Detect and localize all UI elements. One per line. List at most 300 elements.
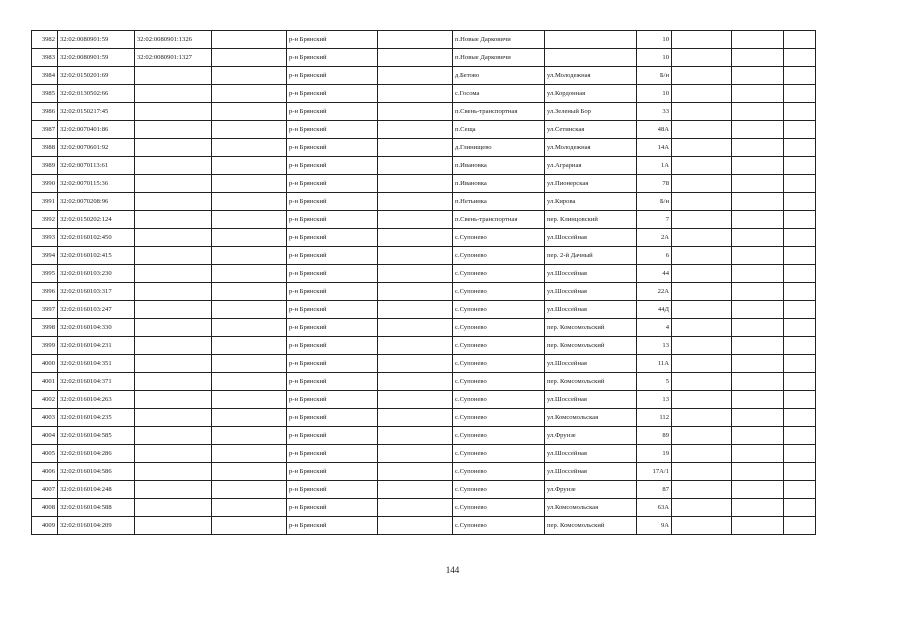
house-number-cell: 48А [637, 121, 672, 139]
locality-cell: с.Супонево [453, 463, 545, 481]
empty-cell [732, 301, 784, 319]
district-cell: р-н Брянский [287, 139, 378, 157]
empty-cell [378, 481, 453, 499]
secondary-cadastral-number-cell [135, 67, 212, 85]
empty-cell [672, 391, 732, 409]
locality-cell: с.Супонево [453, 337, 545, 355]
empty-cell [732, 517, 784, 535]
empty-cell [212, 157, 287, 175]
empty-cell [378, 247, 453, 265]
secondary-cadastral-number-cell [135, 337, 212, 355]
street-cell: ул.Молодежная [545, 139, 637, 157]
empty-cell [732, 67, 784, 85]
district-cell: р-н Брянский [287, 121, 378, 139]
district-cell: р-н Брянский [287, 265, 378, 283]
empty-cell [378, 499, 453, 517]
house-number-cell: 4 [637, 319, 672, 337]
district-cell: р-н Брянский [287, 427, 378, 445]
cadastral-number-cell: 32:02:0130502:66 [58, 85, 135, 103]
house-number-cell: 10 [637, 31, 672, 49]
secondary-cadastral-number-cell [135, 301, 212, 319]
district-cell: р-н Брянский [287, 175, 378, 193]
table-row [32, 391, 816, 409]
street-cell: ул.Фрунзе [545, 481, 637, 499]
empty-cell [378, 409, 453, 427]
registry-body [32, 31, 816, 535]
empty-cell [672, 517, 732, 535]
empty-cell [378, 391, 453, 409]
empty-cell [378, 463, 453, 481]
cadastral-number-cell: 32:02:0160104:263 [58, 391, 135, 409]
locality-cell: с.Супонево [453, 427, 545, 445]
secondary-cadastral-number-cell [135, 391, 212, 409]
secondary-cadastral-number-cell: 32:02:0080901:1327 [135, 49, 212, 67]
locality-cell: п.Ивановка [453, 175, 545, 193]
empty-cell [672, 355, 732, 373]
cadastral-number-cell: 32:02:0160104:286 [58, 445, 135, 463]
empty-cell [672, 211, 732, 229]
row-number-cell: 3996 [32, 283, 58, 301]
street-cell [545, 49, 637, 67]
cadastral-number-cell: 32:02:0160104:330 [58, 319, 135, 337]
locality-cell: с.Госома [453, 85, 545, 103]
secondary-cadastral-number-cell [135, 211, 212, 229]
house-number-cell: 13 [637, 391, 672, 409]
locality-cell: п.Новые Дарковичи [453, 49, 545, 67]
street-cell: ул.Шоссейная [545, 283, 637, 301]
empty-cell [784, 247, 816, 265]
district-cell: р-н Брянский [287, 373, 378, 391]
empty-cell [732, 85, 784, 103]
table-row [32, 103, 816, 121]
secondary-cadastral-number-cell [135, 409, 212, 427]
empty-cell [784, 409, 816, 427]
secondary-cadastral-number-cell [135, 283, 212, 301]
row-number-cell: 3998 [32, 319, 58, 337]
street-cell: ул.Пионерская [545, 175, 637, 193]
empty-cell [784, 31, 816, 49]
empty-cell [212, 499, 287, 517]
empty-cell [732, 175, 784, 193]
empty-cell [378, 355, 453, 373]
empty-cell [672, 49, 732, 67]
street-cell: пер. Комсомольский [545, 337, 637, 355]
house-number-cell: 14А [637, 139, 672, 157]
row-number-cell: 3997 [32, 301, 58, 319]
empty-cell [378, 337, 453, 355]
empty-cell [732, 499, 784, 517]
district-cell: р-н Брянский [287, 85, 378, 103]
cadastral-number-cell: 32:02:0160104:351 [58, 355, 135, 373]
house-number-cell: 19 [637, 445, 672, 463]
cadastral-number-cell: 32:02:0160104:248 [58, 481, 135, 499]
house-number-cell: 112 [637, 409, 672, 427]
empty-cell [672, 427, 732, 445]
cadastral-number-cell: 32:02:0070401:86 [58, 121, 135, 139]
house-number-cell: 9А [637, 517, 672, 535]
empty-cell [378, 445, 453, 463]
house-number-cell: Б/н [637, 67, 672, 85]
empty-cell [784, 301, 816, 319]
empty-cell [784, 517, 816, 535]
empty-cell [378, 175, 453, 193]
locality-cell: с.Супонево [453, 445, 545, 463]
locality-cell: с.Супонево [453, 373, 545, 391]
empty-cell [732, 391, 784, 409]
empty-cell [212, 445, 287, 463]
district-cell: р-н Брянский [287, 229, 378, 247]
empty-cell [378, 427, 453, 445]
table-row [32, 463, 816, 481]
empty-cell [784, 499, 816, 517]
house-number-cell: 7 [637, 211, 672, 229]
cadastral-number-cell: 32:02:0070113:61 [58, 157, 135, 175]
empty-cell [672, 85, 732, 103]
empty-cell [672, 409, 732, 427]
row-number-cell: 3985 [32, 85, 58, 103]
empty-cell [378, 319, 453, 337]
empty-cell [784, 391, 816, 409]
empty-cell [784, 121, 816, 139]
empty-cell [378, 67, 453, 85]
house-number-cell: 44Д [637, 301, 672, 319]
empty-cell [732, 373, 784, 391]
secondary-cadastral-number-cell [135, 517, 212, 535]
table-row [32, 445, 816, 463]
secondary-cadastral-number-cell [135, 499, 212, 517]
secondary-cadastral-number-cell [135, 319, 212, 337]
empty-cell [784, 355, 816, 373]
row-number-cell: 3989 [32, 157, 58, 175]
empty-cell [672, 139, 732, 157]
district-cell: р-н Брянский [287, 481, 378, 499]
secondary-cadastral-number-cell [135, 463, 212, 481]
empty-cell [212, 319, 287, 337]
locality-cell: д.Бетово [453, 67, 545, 85]
empty-cell [732, 409, 784, 427]
district-cell: р-н Брянский [287, 193, 378, 211]
house-number-cell: 1А [637, 157, 672, 175]
empty-cell [212, 121, 287, 139]
empty-cell [378, 85, 453, 103]
empty-cell [212, 301, 287, 319]
empty-cell [378, 49, 453, 67]
empty-cell [784, 193, 816, 211]
row-number-cell: 3991 [32, 193, 58, 211]
empty-cell [732, 49, 784, 67]
empty-cell [784, 229, 816, 247]
empty-cell [212, 139, 287, 157]
empty-cell [732, 481, 784, 499]
table-row [32, 229, 816, 247]
table-row [32, 49, 816, 67]
empty-cell [672, 373, 732, 391]
empty-cell [672, 193, 732, 211]
cadastral-number-cell: 32:02:0160104:588 [58, 499, 135, 517]
row-number-cell: 3987 [32, 121, 58, 139]
row-number-cell: 3982 [32, 31, 58, 49]
empty-cell [732, 427, 784, 445]
row-number-cell: 3995 [32, 265, 58, 283]
street-cell: пер. Комсомольский [545, 373, 637, 391]
empty-cell [672, 31, 732, 49]
cadastral-number-cell: 32:02:0070115:36 [58, 175, 135, 193]
secondary-cadastral-number-cell [135, 247, 212, 265]
empty-cell [732, 247, 784, 265]
table-row [32, 319, 816, 337]
empty-cell [672, 247, 732, 265]
house-number-cell: 22А [637, 283, 672, 301]
street-cell: ул.Шоссейная [545, 301, 637, 319]
empty-cell [672, 301, 732, 319]
street-cell: ул.Кордонная [545, 85, 637, 103]
table-row [32, 139, 816, 157]
empty-cell [672, 157, 732, 175]
secondary-cadastral-number-cell [135, 373, 212, 391]
table-row [32, 247, 816, 265]
empty-cell [212, 427, 287, 445]
row-number-cell: 4009 [32, 517, 58, 535]
registry-table [31, 30, 816, 535]
table-row [32, 175, 816, 193]
table-row [32, 499, 816, 517]
empty-cell [378, 211, 453, 229]
table-row [32, 409, 816, 427]
locality-cell: с.Супонево [453, 499, 545, 517]
table-row [32, 193, 816, 211]
table-row [32, 517, 816, 535]
empty-cell [212, 67, 287, 85]
empty-cell [672, 67, 732, 85]
secondary-cadastral-number-cell: 32:02:0080901:1326 [135, 31, 212, 49]
empty-cell [672, 319, 732, 337]
empty-cell [732, 319, 784, 337]
secondary-cadastral-number-cell [135, 445, 212, 463]
empty-cell [732, 103, 784, 121]
empty-cell [732, 355, 784, 373]
locality-cell: с.Супонево [453, 247, 545, 265]
secondary-cadastral-number-cell [135, 481, 212, 499]
empty-cell [212, 247, 287, 265]
row-number-cell: 4000 [32, 355, 58, 373]
table-row [32, 265, 816, 283]
empty-cell [212, 481, 287, 499]
locality-cell: п.Ивановка [453, 157, 545, 175]
street-cell: ул.Молодежная [545, 67, 637, 85]
table-row [32, 301, 816, 319]
empty-cell [732, 229, 784, 247]
street-cell: ул.Сетинская [545, 121, 637, 139]
locality-cell: п.Свень-транспортная [453, 211, 545, 229]
row-number-cell: 4005 [32, 445, 58, 463]
secondary-cadastral-number-cell [135, 265, 212, 283]
table-row [32, 157, 816, 175]
empty-cell [212, 355, 287, 373]
locality-cell: с.Супонево [453, 319, 545, 337]
house-number-cell: 11А [637, 355, 672, 373]
locality-cell: п.Новые Дарковичи [453, 31, 545, 49]
street-cell: ул.Шоссейная [545, 355, 637, 373]
row-number-cell: 4003 [32, 409, 58, 427]
row-number-cell: 3994 [32, 247, 58, 265]
district-cell: р-н Брянский [287, 247, 378, 265]
house-number-cell: 10 [637, 85, 672, 103]
district-cell: р-н Брянский [287, 355, 378, 373]
row-number-cell: 3993 [32, 229, 58, 247]
table-row [32, 121, 816, 139]
empty-cell [672, 103, 732, 121]
district-cell: р-н Брянский [287, 517, 378, 535]
empty-cell [784, 373, 816, 391]
empty-cell [732, 283, 784, 301]
cadastral-number-cell: 32:02:0150202:124 [58, 211, 135, 229]
empty-cell [672, 265, 732, 283]
table-row [32, 283, 816, 301]
house-number-cell: Б/н [637, 193, 672, 211]
locality-cell: с.Супонево [453, 283, 545, 301]
locality-cell: с.Супонево [453, 409, 545, 427]
locality-cell: п.Нетьинка [453, 193, 545, 211]
empty-cell [212, 229, 287, 247]
locality-cell: с.Супонево [453, 355, 545, 373]
row-number-cell: 4004 [32, 427, 58, 445]
empty-cell [212, 391, 287, 409]
empty-cell [378, 283, 453, 301]
empty-cell [784, 175, 816, 193]
table-row [32, 67, 816, 85]
empty-cell [732, 445, 784, 463]
street-cell: ул.Шоссейная [545, 229, 637, 247]
empty-cell [212, 373, 287, 391]
secondary-cadastral-number-cell [135, 103, 212, 121]
empty-cell [212, 283, 287, 301]
house-number-cell: 10 [637, 49, 672, 67]
street-cell: ул.Шоссейная [545, 265, 637, 283]
empty-cell [672, 229, 732, 247]
empty-cell [672, 463, 732, 481]
cadastral-number-cell: 32:02:0160104:585 [58, 427, 135, 445]
secondary-cadastral-number-cell [135, 157, 212, 175]
empty-cell [212, 31, 287, 49]
empty-cell [672, 445, 732, 463]
street-cell [545, 31, 637, 49]
cadastral-number-cell: 32:02:0160104:586 [58, 463, 135, 481]
locality-cell: с.Супонево [453, 229, 545, 247]
empty-cell [784, 463, 816, 481]
empty-cell [378, 301, 453, 319]
cadastral-number-cell: 32:02:0160104:231 [58, 337, 135, 355]
table-row [32, 85, 816, 103]
district-cell: р-н Брянский [287, 103, 378, 121]
row-number-cell: 3999 [32, 337, 58, 355]
empty-cell [378, 229, 453, 247]
empty-cell [212, 463, 287, 481]
empty-cell [784, 67, 816, 85]
cadastral-number-cell: 32:02:0150217:45 [58, 103, 135, 121]
row-number-cell: 3983 [32, 49, 58, 67]
row-number-cell: 4001 [32, 373, 58, 391]
district-cell: р-н Брянский [287, 283, 378, 301]
empty-cell [784, 445, 816, 463]
empty-cell [378, 121, 453, 139]
cadastral-number-cell: 32:02:0160102:415 [58, 247, 135, 265]
district-cell: р-н Брянский [287, 391, 378, 409]
cadastral-number-cell: 32:02:0160104:209 [58, 517, 135, 535]
empty-cell [378, 517, 453, 535]
table-row [32, 211, 816, 229]
table-row [32, 373, 816, 391]
secondary-cadastral-number-cell [135, 355, 212, 373]
district-cell: р-н Брянский [287, 409, 378, 427]
empty-cell [212, 337, 287, 355]
secondary-cadastral-number-cell [135, 121, 212, 139]
row-number-cell: 4002 [32, 391, 58, 409]
secondary-cadastral-number-cell [135, 229, 212, 247]
empty-cell [784, 49, 816, 67]
empty-cell [212, 211, 287, 229]
street-cell: пер. Клинцовский [545, 211, 637, 229]
table-row [32, 31, 816, 49]
street-cell: ул.Зеленый Бор [545, 103, 637, 121]
locality-cell: с.Супонево [453, 391, 545, 409]
cadastral-number-cell: 32:02:0070208:96 [58, 193, 135, 211]
empty-cell [378, 157, 453, 175]
locality-cell: п.Свень-транспортная [453, 103, 545, 121]
empty-cell [732, 121, 784, 139]
cadastral-number-cell: 32:02:0070601:92 [58, 139, 135, 157]
row-number-cell: 3984 [32, 67, 58, 85]
empty-cell [672, 499, 732, 517]
cadastral-number-cell: 32:02:0160104:371 [58, 373, 135, 391]
row-number-cell: 3992 [32, 211, 58, 229]
empty-cell [212, 193, 287, 211]
table-row [32, 337, 816, 355]
empty-cell [784, 157, 816, 175]
secondary-cadastral-number-cell [135, 139, 212, 157]
street-cell: ул.Комсомольская [545, 409, 637, 427]
empty-cell [212, 85, 287, 103]
empty-cell [378, 31, 453, 49]
empty-cell [378, 373, 453, 391]
house-number-cell: 87 [637, 481, 672, 499]
row-number-cell: 3986 [32, 103, 58, 121]
secondary-cadastral-number-cell [135, 193, 212, 211]
empty-cell [378, 139, 453, 157]
cadastral-number-cell: 32:02:0160103:247 [58, 301, 135, 319]
empty-cell [732, 265, 784, 283]
empty-cell [212, 517, 287, 535]
empty-cell [732, 157, 784, 175]
district-cell: р-н Брянский [287, 319, 378, 337]
street-cell: ул.Кирова [545, 193, 637, 211]
empty-cell [212, 409, 287, 427]
house-number-cell: 6 [637, 247, 672, 265]
street-cell: ул.Фрунзе [545, 427, 637, 445]
secondary-cadastral-number-cell [135, 427, 212, 445]
row-number-cell: 3988 [32, 139, 58, 157]
district-cell: р-н Брянский [287, 463, 378, 481]
empty-cell [378, 193, 453, 211]
secondary-cadastral-number-cell [135, 175, 212, 193]
empty-cell [212, 175, 287, 193]
district-cell: р-н Брянский [287, 445, 378, 463]
cadastral-number-cell: 32:02:0160103:230 [58, 265, 135, 283]
street-cell: ул.Аграрная [545, 157, 637, 175]
house-number-cell: 13 [637, 337, 672, 355]
row-number-cell: 4006 [32, 463, 58, 481]
empty-cell [732, 193, 784, 211]
empty-cell [784, 85, 816, 103]
